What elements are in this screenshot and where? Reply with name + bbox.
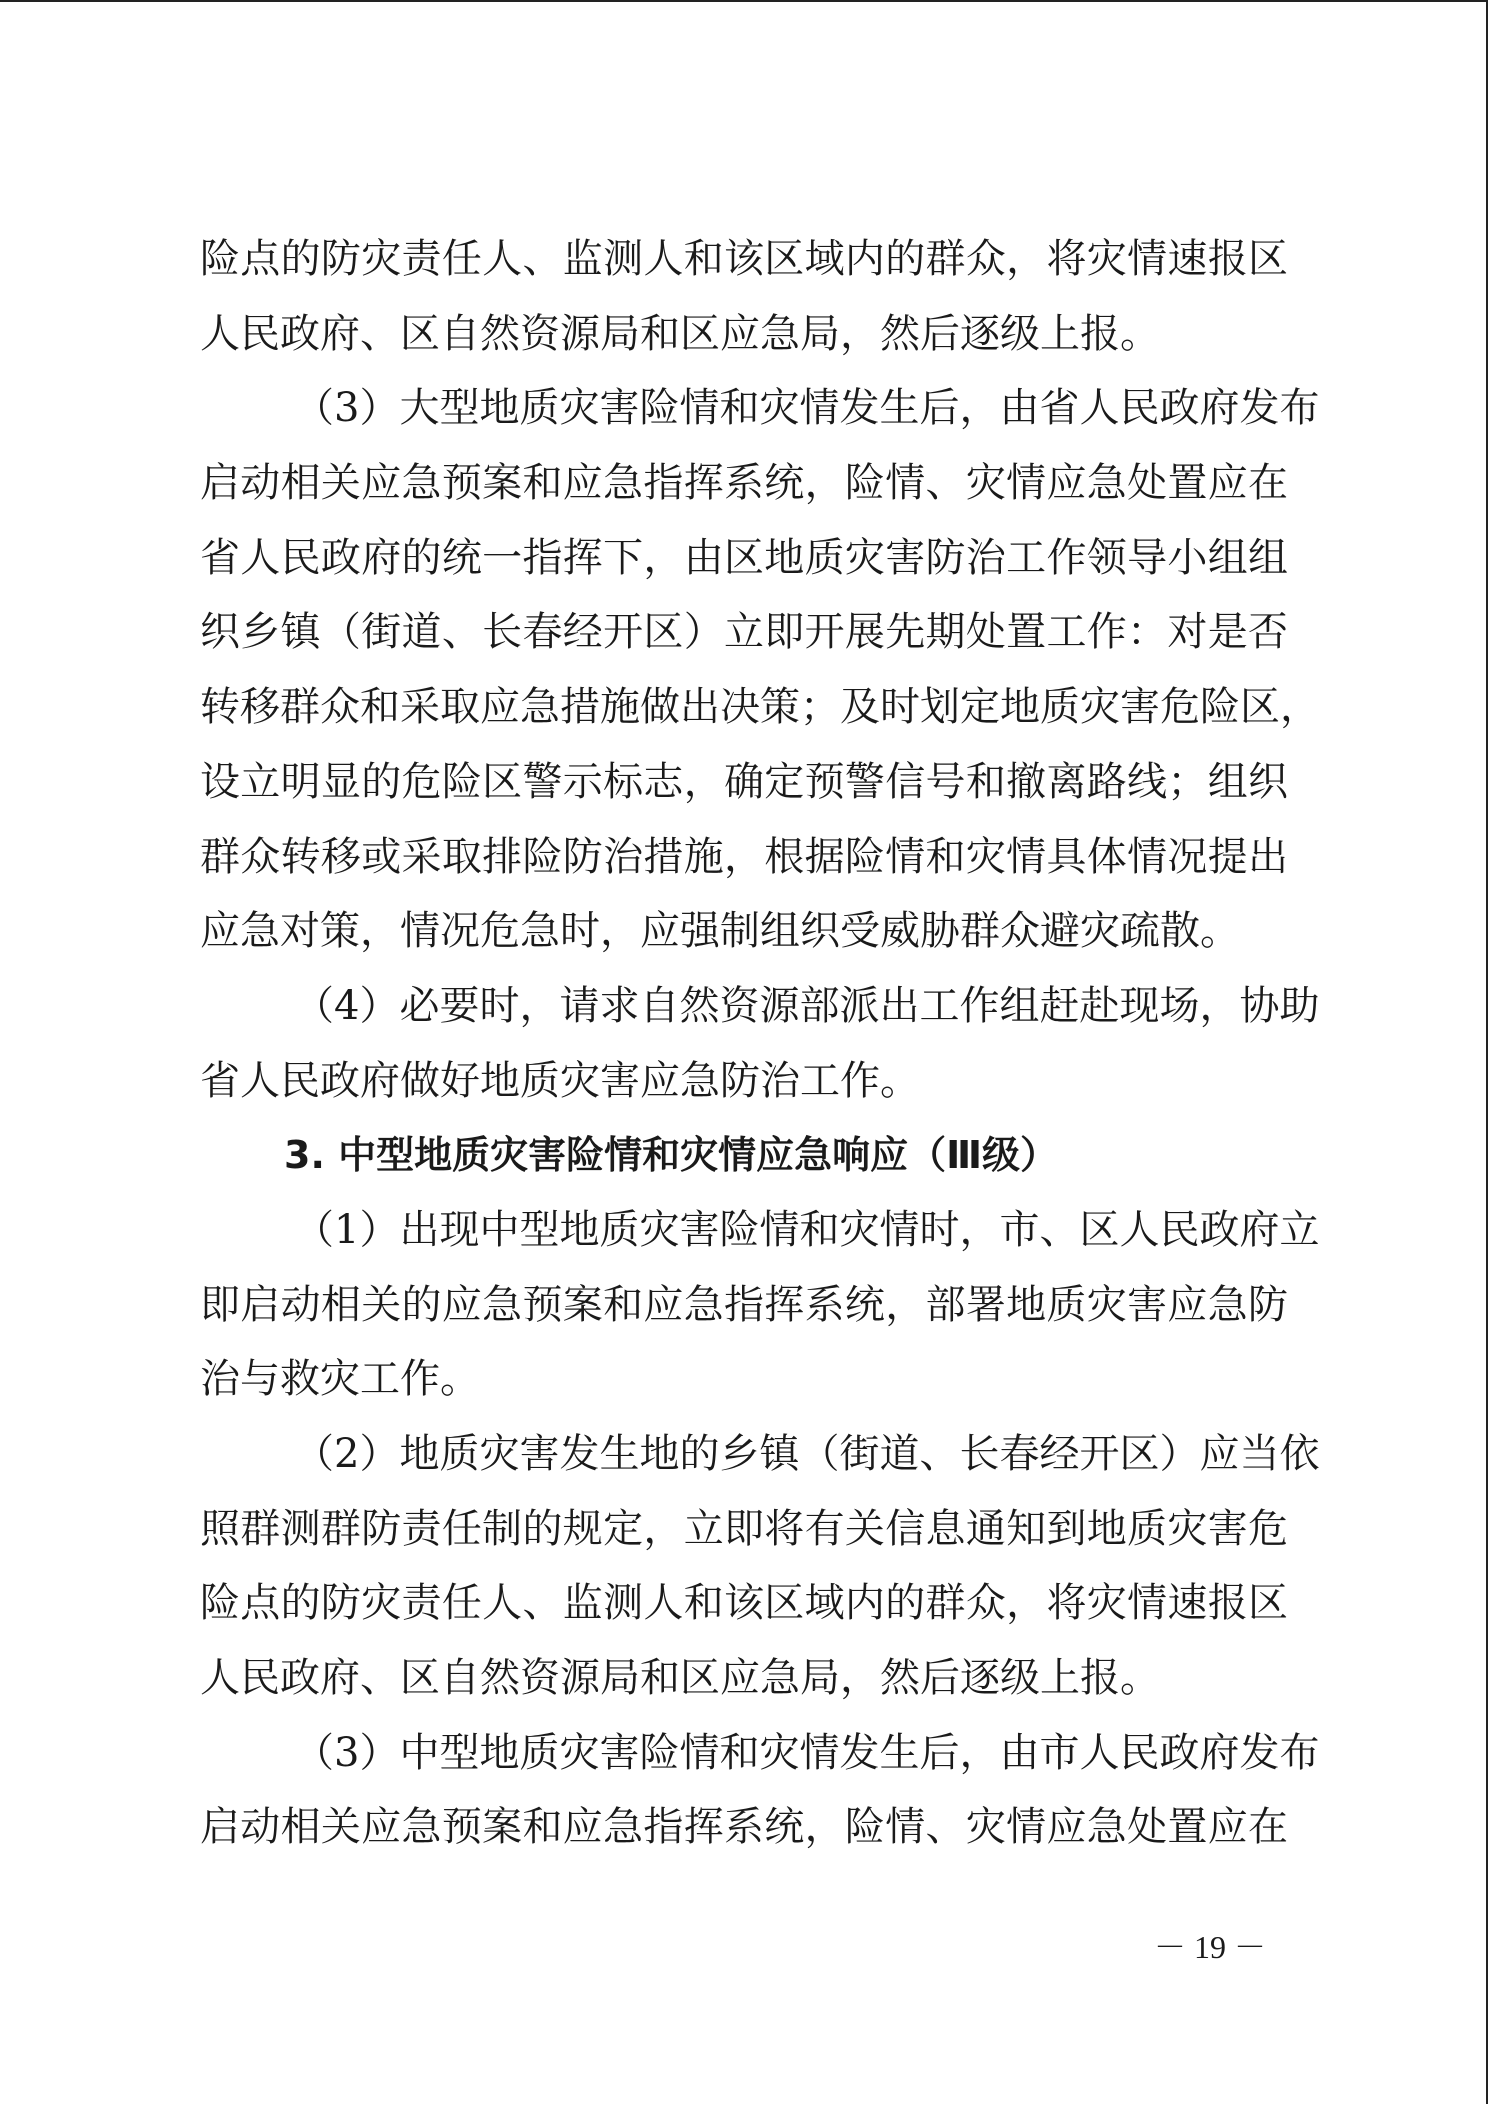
paragraph-line: 启动相关应急预案和应急指挥系统，险情、灾情应急处置应在 [200, 460, 1288, 507]
paragraph-line: 险点的防灾责任人、监测人和该区域内的群众，将灾情速报区 [200, 1580, 1288, 1627]
paragraph-line: 启动相关应急预案和应急指挥系统，险情、灾情应急处置应在 [200, 1804, 1288, 1851]
paragraph-line: 织乡镇（街道、长春经开区）立即开展先期处置工作：对是否 [200, 609, 1288, 656]
paragraph-line: 省人民政府的统一指挥下，由区地质灾害防治工作领导小组组 [200, 534, 1288, 581]
document-body [200, 222, 1320, 1865]
paragraph-line: 省人民政府做好地质灾害应急防治工作。 [200, 1057, 920, 1104]
paragraph-line: （1）出现中型地质灾害险情和灾情时，市、区人民政府立 [294, 1206, 1320, 1253]
paragraph-line: 群众转移或采取排险防治措施，根据险情和灾情具体情况提出 [200, 833, 1288, 880]
paragraph-line: 人民政府、区自然资源局和区应急局，然后逐级上报。 [200, 310, 1160, 357]
paragraph-line: 即启动相关的应急预案和应急指挥系统，部署地质灾害应急防 [200, 1281, 1288, 1328]
paragraph-line: （3）大型地质灾害险情和灾情发生后，由省人民政府发布 [294, 385, 1320, 432]
paragraph-line: 应急对策，情况危急时，应强制组织受威胁群众避灾疏散。 [200, 908, 1240, 955]
page-number: － 19 － [1153, 1929, 1266, 1965]
paragraph-line: 转移群众和采取应急措施做出决策；及时划定地质灾害危险区， [200, 684, 1320, 731]
paragraph-line: （2）地质灾害发生地的乡镇（街道、长春经开区）应当依 [294, 1431, 1320, 1477]
paragraph-line: 照群测群防责任制的规定，立即将有关信息通知到地质灾害危 [200, 1505, 1288, 1552]
paragraph-line: （3）中型地质灾害险情和灾情发生后，由市人民政府发布 [294, 1729, 1320, 1776]
section-heading: 3. 中型地质灾害险情和灾情应急响应（Ⅲ级） [284, 1133, 1059, 1178]
paragraph-line: 治与救灾工作。 [200, 1356, 480, 1403]
paragraph-line: 设立明显的危险区警示标志，确定预警信号和撤离路线；组织 [200, 758, 1288, 805]
paragraph-line: （4）必要时，请求自然资源部派出工作组赶赴现场，协助 [294, 982, 1320, 1029]
paragraph-line: 险点的防灾责任人、监测人和该区域内的群众，将灾情速报区 [200, 236, 1288, 282]
paragraph-line: 人民政府、区自然资源局和区应急局，然后逐级上报。 [200, 1655, 1160, 1702]
